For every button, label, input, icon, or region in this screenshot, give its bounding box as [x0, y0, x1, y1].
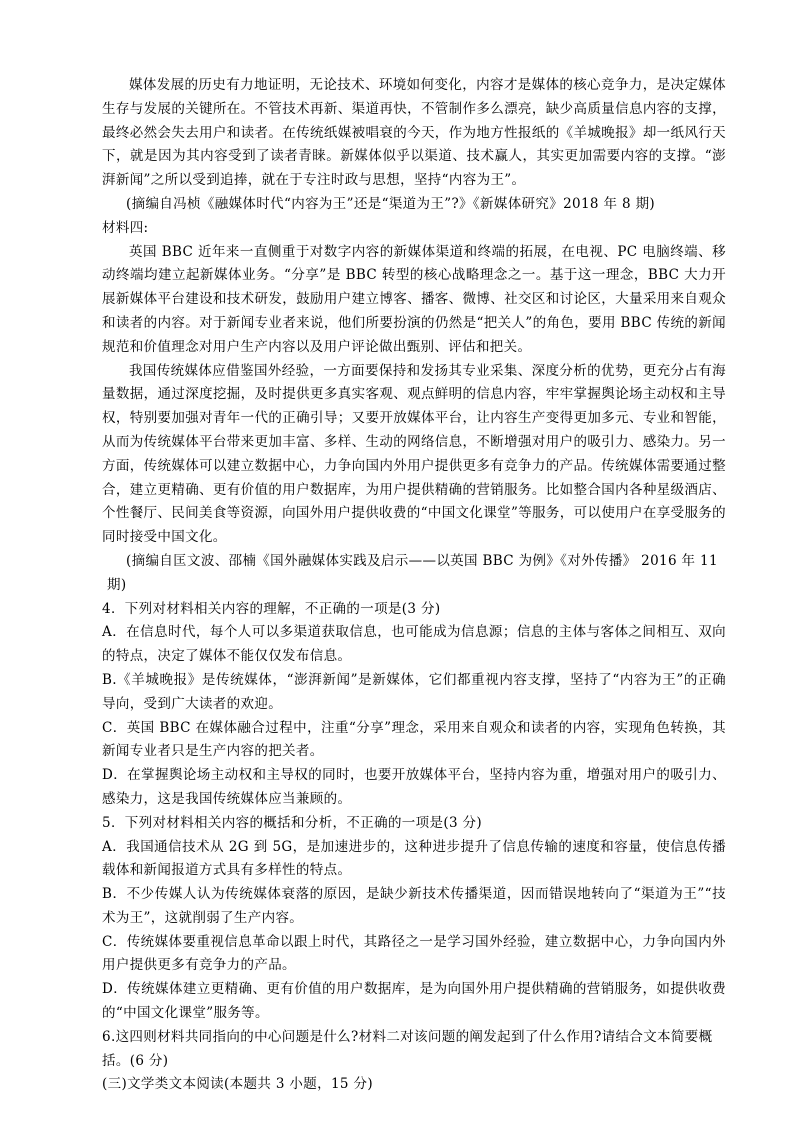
option-c: C．传统媒体要重视信息革命以跟上时代，其路径之一是学习国外经验，建立数据中心，力争向国内外用户提供更多有竞争力的产品。	[102, 933, 726, 974]
question-5	[102, 812, 726, 1026]
paragraph-bbc: 英国 BBC 近年来一直侧重于对数字内容的新媒体渠道和终端的拓展，在电视、PC 电脑终端、移动终端均建立起新媒体业务。“分享”是 BBC 转型的核心战略理念之一。基于这一理念，BBC 大力开展新媒体平台建设和技术研发，鼓励用户建立博客、播客、微博、社交区和讨论区，大量采用来自观众和读者的内容。对于新闻专业者来说，他们所要扮演的仍然是“把关人”的角色，要用 BBC 传统的新闻规范和价值理念对用户生产内容以及用户评论做出甄别、评估和把关。	[102, 243, 726, 355]
section-heading: (三)文学类文本阅读(本题共 3 小题，15 分)	[102, 1076, 373, 1093]
option-d: D．传统媒体建立更精确、更有价值的用户数据库，是为向国外用户提供精确的营销服务，如提供收费的“中国文化课堂”服务等。	[102, 981, 726, 1022]
option-b: B.《羊城晚报》是传统媒体，“澎湃新闻”是新媒体，它们都重视内容支撑，坚持了“内容为王”的正确导向，受到广大读者的欢迎。	[102, 671, 726, 712]
question-4	[102, 598, 726, 812]
option-c: C．英国 BBC 在媒体融合过程中，注重“分享”理念，采用来自观众和读者的内容，实现角色转换，其新闻专业者只是生产内容的把关者。	[102, 719, 726, 760]
option-d: D．在掌握舆论场主动权和主导权的同时，也要开放媒体平台，坚持内容为重，增强对用户的吸引力、感染力，这是我国传统媒体应当兼顾的。	[102, 767, 726, 807]
option-a: A．在信息时代，每个人可以多渠道获取信息，也可能成为信息源；信息的主体与客体之间相互、双向的特点，决定了媒体不能仅仅发布信息。	[102, 624, 726, 665]
paragraph-china-media: 我国传统媒体应借鉴国外经验，一方面要保持和发扬其专业采集、深度分析的优势，更充分占有海量数据，通过深度挖掘，及时提供更多真实客观、观点鲜明的信息内容，牢牢掌握舆论场主动权和主导权，特别要加强对青年一代的正确引导；又要开放媒体平台，让内容生产变得更加多元、专业和智能，从而为传统媒体平台带来更加丰富、多样、生动的网络信息，不断增强对用户的吸引力、感染力。另一方面，传统媒体可以建立数据中心，力争向国内外用户提供更多有竞争力的产品。传统媒体需要通过整合，建立更精确、更有价值的用户数据库，为用户提供精确的营销服务。比如整合国内各种星级酒店、个性餐厅、民间美食等资源，向国外用户提供收费的“中国文化课堂”等服务，可以使用户在享受服务的同时接受中国文化。	[102, 362, 726, 546]
option-a: A．我国通信技术从 2G 到 5G，是加速进步的，这种进步提升了信息传输的速度和容量，使信息传播载体和新闻报道方式具有多样性的特点。	[102, 838, 726, 879]
option-b: B．不少传媒人认为传统媒体衰落的原因，是缺少新技术传播渠道，因而错误地转向了“渠道为王”“技术为王”，这就削弱了生产内容。	[102, 886, 726, 926]
paragraph-media-history: 媒体发展的历史有力地证明，无论技术、环境如何变化，内容才是媒体的核心竞争力，是决定媒体生存与发展的关键所在。不管技术再新、渠道再快，不管制作多么漂亮，缺少高质量信息内容的支撑，最终必然会失去用户和读者。在传统纸媒被唱衰的今天，作为地方性报纸的《羊城晚报》却一纸风行天下，就是因为其内容受到了读者青睐。新媒体似乎以渠道、技术赢人，其实更加需要内容的支撑。“澎湃新闻”之所以受到追捧，就在于专注时政与思想，坚持“内容为王”。	[102, 77, 726, 189]
page-content	[102, 74, 726, 1097]
question-stem: 4．下列对材料相关内容的理解，不正确的一项是(3 分)	[102, 600, 441, 617]
source-citation-kuang: (摘编自匡文波、邵楠《国外融媒体实践及启示——以英国 BBC 为例》《对外传播》 2016 年 11 期)	[107, 552, 718, 593]
question-stem: 6.这四则材料共同指向的中心问题是什么?材料二对该问题的阐发起到了什么作用?请结合文本简要概括。(6 分)	[102, 1028, 713, 1069]
material-four-label: 材料四:	[102, 219, 149, 236]
source-citation-feng: (摘编自冯桢《融媒体时代“内容为王”还是“渠道为王”?》《新媒体研究》2018 年 8 期)	[126, 195, 656, 212]
question-stem: 5．下列对材料相关内容的概括和分析，不正确的一项是(3 分)	[102, 814, 483, 831]
question-6	[102, 1026, 726, 1074]
